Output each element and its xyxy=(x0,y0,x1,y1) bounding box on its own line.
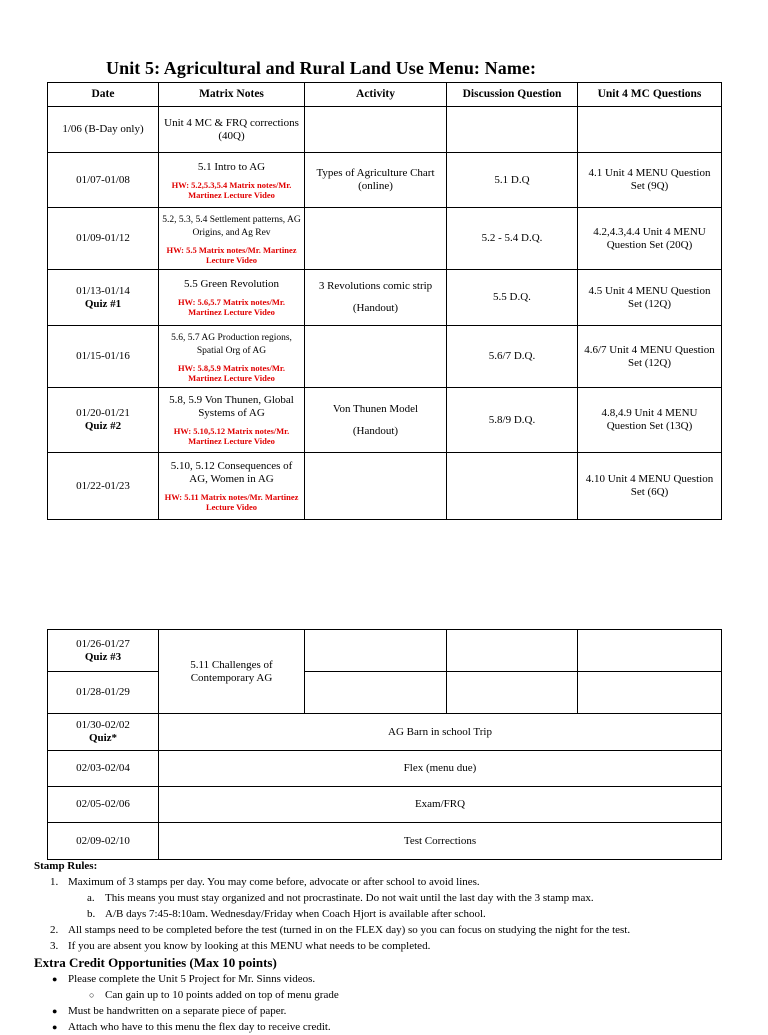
homework-note: HW: 5.6,5.7 Matrix notes/Mr. Martinez Lecture Video xyxy=(177,297,286,317)
event-text: Test Corrections xyxy=(403,834,477,847)
date-text: 01/30-02/02 xyxy=(76,719,130,731)
rule-text: If you are absent you know by looking at this MENU what needs to be completed. xyxy=(68,940,431,952)
date-text: 01/07-01/08 xyxy=(76,173,130,186)
stamp-rules-heading: Stamp Rules: xyxy=(34,860,98,872)
mc-cell xyxy=(578,107,722,153)
table-row xyxy=(48,751,722,787)
quiz-label: Quiz #3 xyxy=(84,650,122,663)
schedule-table xyxy=(47,82,722,520)
table-header-row xyxy=(48,83,722,107)
table-row xyxy=(48,107,722,153)
activity-text: Types of Agriculture Chart (online) xyxy=(316,167,435,192)
table-row xyxy=(48,672,722,714)
table-row xyxy=(48,714,722,751)
date-text: 01/26-01/27 xyxy=(76,637,130,650)
table-row xyxy=(48,270,722,326)
notes-cell xyxy=(159,153,305,208)
notes-text: 5.11 Challenges of Contemporary AG xyxy=(190,658,273,684)
mc-cell xyxy=(578,326,722,388)
date-text: 02/05-02/06 xyxy=(76,798,130,810)
mc-text: 4.1 Unit 4 MENU Question Set (9Q) xyxy=(588,167,711,192)
event-cell xyxy=(159,823,722,860)
activity-handout: (Handout) xyxy=(352,302,399,314)
table-row xyxy=(48,208,722,270)
schedule-table-continued xyxy=(47,629,722,860)
date-text: 02/09-02/10 xyxy=(76,834,130,847)
rule-text: Maximum of 3 stamps per day. You may come before, advocate or after school to avoid lines. xyxy=(68,876,480,888)
event-text: Flex (menu due) xyxy=(403,762,477,774)
date-text: 02/03-02/04 xyxy=(76,762,130,774)
notes-text: 5.8, 5.9 Von Thunen, Global Systems of AG xyxy=(169,394,294,419)
extra-credit-text: Can gain up to 10 points added on top of menu grade xyxy=(105,989,339,1001)
table-row xyxy=(48,153,722,208)
date-cell xyxy=(48,453,159,520)
dq-text: 5.6/7 D.Q. xyxy=(488,350,536,362)
date-cell xyxy=(48,630,159,672)
rule-number: 3. xyxy=(50,940,59,952)
rule-text: A/B days 7:45-8:10am. Wednesday/Friday when Coach Hjort is available after school. xyxy=(105,908,486,920)
quiz-label: Quiz* xyxy=(88,732,118,744)
homework-note: HW: 5.10,5.12 Matrix notes/Mr. Martinez Lecture Video xyxy=(173,426,290,446)
rule-letter: b. xyxy=(87,908,96,920)
date-cell xyxy=(48,326,159,388)
notes-text: Unit 4 MC & FRQ corrections (40Q) xyxy=(164,116,299,142)
date-cell xyxy=(48,787,159,823)
date-cell xyxy=(48,714,159,751)
homework-note: HW: 5.2,5.3,5.4 Matrix notes/Mr. Martinez Lecture Video xyxy=(171,179,292,200)
date-text: 01/20-01/21 xyxy=(76,407,130,419)
notes-cell xyxy=(159,326,305,388)
extra-credit-item xyxy=(34,971,754,987)
extra-credit-heading: Extra Credit Opportunities (Max 10 points) xyxy=(34,955,277,970)
event-text: AG Barn in school Trip xyxy=(388,725,492,738)
dq-cell xyxy=(447,388,578,453)
dq-text: 5.2 - 5.4 D.Q. xyxy=(481,232,543,244)
rule-text: This means you must stay organized and not procrastinate. Do not wait until the last day with the 3 stamp max. xyxy=(105,892,594,904)
activity-cell xyxy=(305,208,447,270)
rule-number: 2. xyxy=(50,924,59,936)
homework-note: HW: 5.11 Matrix notes/Mr. Martinez Lecture Video xyxy=(164,492,299,512)
date-text: 01/28-01/29 xyxy=(76,686,130,698)
extra-credit-subitem xyxy=(34,987,754,1003)
notes-cell xyxy=(159,208,305,270)
date-cell xyxy=(48,270,159,326)
date-cell xyxy=(48,823,159,860)
homework-note: HW: 5.8,5.9 Matrix notes/Mr. Martinez Lecture Video xyxy=(177,362,286,383)
table-row xyxy=(48,326,722,388)
column-header-matrix-notes: Matrix Notes xyxy=(159,83,305,107)
notes-text: 5.6, 5.7 AG Production regions, Spatial Org of AG xyxy=(171,332,292,356)
mc-cell xyxy=(578,630,722,672)
dq-cell xyxy=(447,672,578,714)
event-text: Exam/FRQ xyxy=(414,798,466,810)
dq-cell xyxy=(447,208,578,270)
dq-cell xyxy=(447,107,578,153)
mc-cell xyxy=(578,208,722,270)
column-header-activity: Activity xyxy=(305,83,447,107)
mc-cell xyxy=(578,270,722,326)
rule-item xyxy=(34,922,754,938)
activity-cell xyxy=(305,270,447,326)
notes-text: 5.2, 5.3, 5.4 Settlement patterns, AG Origins, and Ag Rev xyxy=(162,214,301,238)
dq-cell xyxy=(447,453,578,520)
mc-text: 4.5 Unit 4 MENU Question Set (12Q) xyxy=(588,284,711,310)
activity-handout: (Handout) xyxy=(352,424,399,437)
date-text: 01/09-01/12 xyxy=(76,232,130,244)
table-row xyxy=(48,823,722,860)
date-text: 1/06 (B-Day only) xyxy=(62,123,144,135)
bullet-icon: ● xyxy=(52,974,58,984)
date-cell xyxy=(48,672,159,714)
activity-cell xyxy=(305,672,447,714)
page-title: Unit 5: Agricultural and Rural Land Use Menu: Name: xyxy=(106,58,537,78)
notes-text: 5.5 Green Revolution xyxy=(183,278,279,290)
notes-cell xyxy=(159,270,305,326)
rule-text: All stamps need to be completed before the test (turned in on the FLEX day) so you can focus on studying the night for the test. xyxy=(68,924,631,936)
activity-cell xyxy=(305,388,447,453)
notes-cell xyxy=(159,388,305,453)
date-cell xyxy=(48,208,159,270)
table-row xyxy=(48,453,722,520)
bullet-icon: ● xyxy=(52,1022,58,1032)
column-header-mc-questions: Unit 4 MC Questions xyxy=(578,83,722,107)
rule-number: 1. xyxy=(50,876,59,888)
date-text: 01/13-01/14 xyxy=(76,284,130,297)
table-row xyxy=(48,787,722,823)
rules-section xyxy=(34,858,754,1033)
event-cell xyxy=(159,714,722,751)
quiz-label: Quiz #1 xyxy=(84,297,122,310)
dq-text: 5.8/9 D.Q. xyxy=(488,413,536,426)
date-text: 01/22-01/23 xyxy=(76,479,130,492)
event-cell xyxy=(159,751,722,787)
rule-letter: a. xyxy=(87,892,95,904)
date-cell xyxy=(48,107,159,153)
table-row xyxy=(48,630,722,672)
table-row xyxy=(48,388,722,453)
hollow-bullet-icon: ○ xyxy=(89,990,95,1000)
activity-cell xyxy=(305,630,447,672)
event-cell xyxy=(159,787,722,823)
date-text: 01/15-01/16 xyxy=(76,350,130,362)
mc-text: 4.8,4.9 Unit 4 MENU Question Set (13Q) xyxy=(601,407,698,432)
mc-cell xyxy=(578,672,722,714)
extra-credit-item xyxy=(34,1003,754,1019)
notes-cell xyxy=(159,630,305,714)
dq-text: 5.1 D.Q xyxy=(494,173,530,186)
dq-cell xyxy=(447,326,578,388)
dq-text: 5.5 D.Q. xyxy=(493,291,531,303)
date-cell xyxy=(48,751,159,787)
dq-cell xyxy=(447,630,578,672)
activity-cell xyxy=(305,453,447,520)
notes-text: 5.1 Intro to AG xyxy=(197,160,266,173)
mc-cell xyxy=(578,453,722,520)
mc-cell xyxy=(578,153,722,208)
activity-cell xyxy=(305,153,447,208)
notes-cell xyxy=(159,453,305,520)
homework-note: HW: 5.5 Matrix notes/Mr. Martinez Lecture Video xyxy=(166,244,297,265)
extra-credit-text: Must be handwritten on a separate piece of paper. xyxy=(68,1005,287,1017)
mc-text: 4.2,4.3,4.4 Unit 4 MENU Question Set (20Q) xyxy=(593,225,706,251)
rule-subitem xyxy=(34,890,754,906)
activity-text: 3 Revolutions comic strip xyxy=(318,280,433,292)
quiz-label: Quiz #2 xyxy=(84,420,122,432)
extra-credit-item xyxy=(34,1019,754,1033)
rule-item xyxy=(34,874,754,890)
extra-credit-text: Attach who have to this menu the flex day to receive credit. xyxy=(68,1021,331,1033)
dq-cell xyxy=(447,270,578,326)
date-cell xyxy=(48,153,159,208)
dq-cell xyxy=(447,153,578,208)
mc-text: 4.10 Unit 4 MENU Question Set (6Q) xyxy=(585,473,714,498)
notes-cell xyxy=(159,107,305,153)
activity-cell xyxy=(305,326,447,388)
mc-cell xyxy=(578,388,722,453)
bullet-icon: ● xyxy=(52,1006,58,1016)
activity-text: Von Thunen Model xyxy=(332,402,419,415)
date-cell xyxy=(48,388,159,453)
rule-subitem xyxy=(34,906,754,922)
column-header-date: Date xyxy=(48,83,159,107)
activity-cell xyxy=(305,107,447,153)
mc-text: 4.6/7 Unit 4 MENU Question Set (12Q) xyxy=(584,343,715,369)
rule-item xyxy=(34,938,754,954)
extra-credit-text: Please complete the Unit 5 Project for Mr. Sinns videos. xyxy=(68,973,316,985)
notes-text: 5.10, 5.12 Consequences of AG, Women in AG xyxy=(170,460,293,485)
column-header-discussion-question: Discussion Question xyxy=(447,83,578,107)
